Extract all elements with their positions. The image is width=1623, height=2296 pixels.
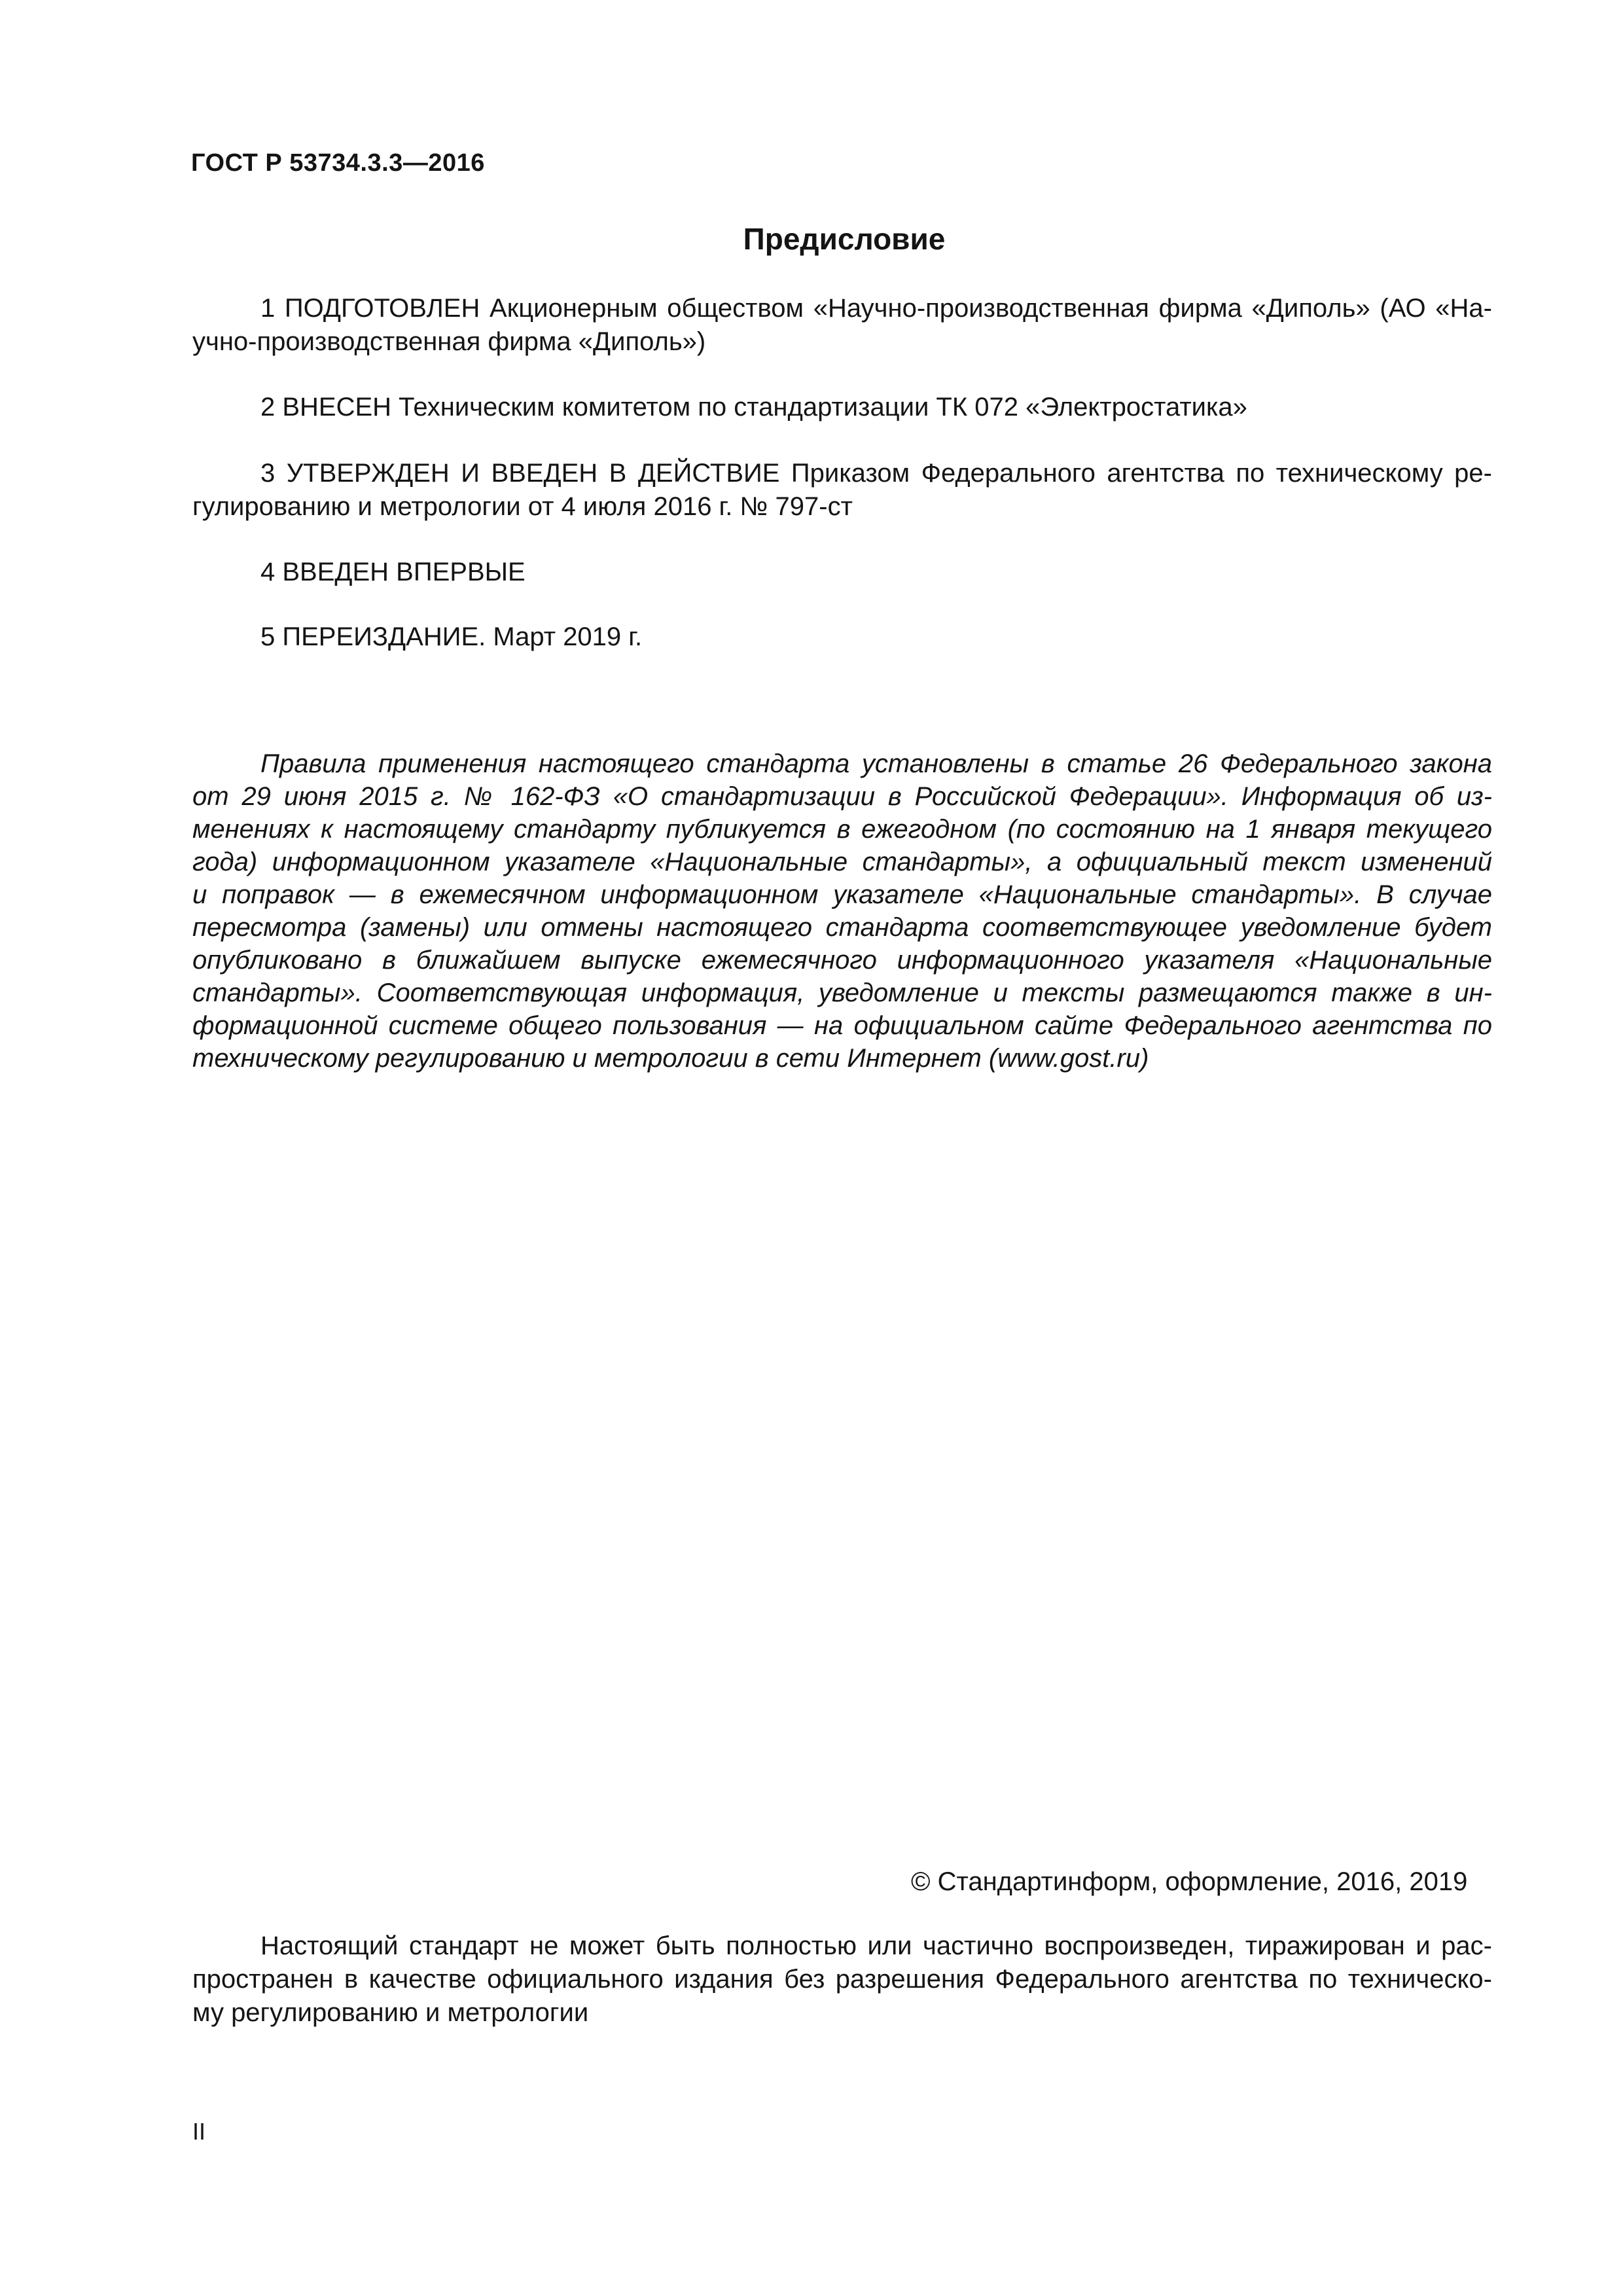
preface-item-3-line-1: 3 УТВЕРЖДЕН И ВВЕДЕН В ДЕЙСТВИЕ Приказом Федерального агентства по техническому ре- (260, 459, 1492, 488)
preface-item-2: 2 ВНЕСЕН Техническим комитетом по стандартизации ТК 072 «Электростатика» (260, 393, 1247, 422)
rules-line-1: Правила применения настоящего стандарта установлены в статье 26 Федерального закона (260, 749, 1492, 778)
page-title: Предисловие (743, 222, 946, 256)
page-number: II (192, 2118, 206, 2145)
reproduction-line-3: му регулированию и метрологии (192, 1998, 589, 2027)
preface-item-3-line-2: гулированию и метрологии от 4 июля 2016 г. № 797-ст (192, 492, 853, 521)
rules-line-7: опубликовано в ближайшем выпуске ежемесячного информационного указателя «Национальные (192, 946, 1492, 975)
preface-item-1-line-2: учно-производственная фирма «Диполь») (192, 327, 706, 356)
rules-line-8: стандарты». Соответствующая информация, уведомление и тексты размещаются также в ин- (192, 978, 1492, 1007)
rules-line-6: пересмотра (замены) или отмены настоящего стандарта соответствующее уведомление будет (192, 913, 1492, 942)
reproduction-line-1: Настоящий стандарт не может быть полностью или частично воспроизведен, тиражирован и рас- (260, 1931, 1492, 1960)
preface-item-4: 4 ВВЕДЕН ВПЕРВЫЕ (260, 558, 526, 586)
rules-line-2: от 29 июня 2015 г. № 162-ФЗ «О стандартизации в Российской Федерации». Информация об из- (192, 782, 1492, 811)
copyright-notice: © Стандартинформ, оформление, 2016, 2019 (911, 1867, 1468, 1896)
preface-item-1-line-1: 1 ПОДГОТОВЛЕН Акционерным обществом «Научно-производственная фирма «Диполь» (АО «На- (260, 294, 1492, 323)
reproduction-line-2: пространен в качестве официального издания без разрешения Федерального агентства по техническо- (192, 1965, 1492, 1994)
rules-line-10: техническому регулированию и метрологии в сети Интернет (www.gost.ru) (192, 1044, 1149, 1073)
document-code: ГОСТ Р 53734.3.3—2016 (191, 149, 485, 177)
rules-line-5: и поправок — в ежемесячном информационном указателе «Национальные стандарты». В случае (192, 880, 1492, 909)
rules-line-4: года) информационном указателе «Национальные стандарты», а официальный текст изменений (192, 848, 1492, 876)
preface-item-5: 5 ПЕРЕИЗДАНИЕ. Март 2019 г. (260, 622, 643, 651)
rules-line-9: формационной системе общего пользования — на официальном сайте Федерального агентства по (192, 1011, 1492, 1040)
rules-line-3: менениях к настоящему стандарту публикуется в ежегодном (по состоянию на 1 января текущего (192, 815, 1492, 844)
